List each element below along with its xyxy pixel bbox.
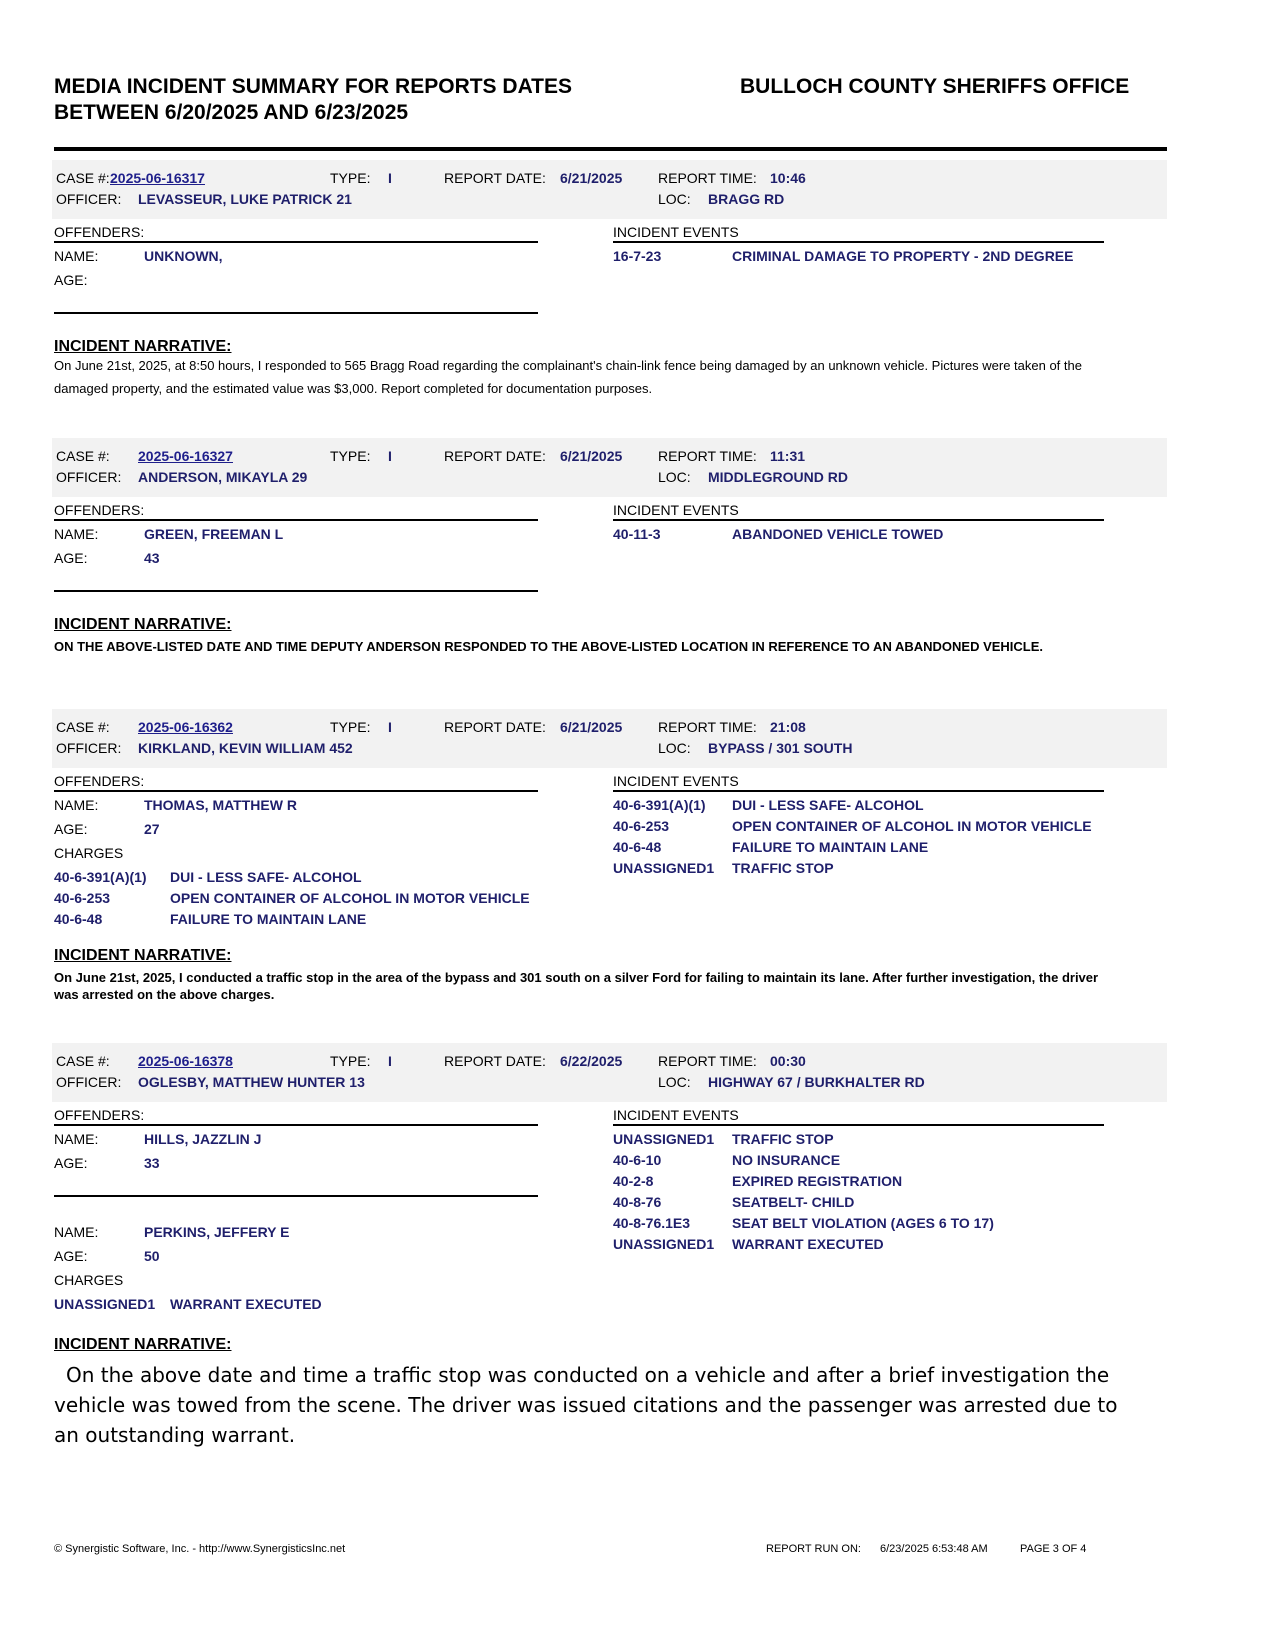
report-time-value: 21:08	[770, 719, 806, 735]
officer-value: LEVASSEUR, LUKE PATRICK 21	[138, 191, 352, 207]
case-header-band	[52, 438, 1167, 497]
offenders-rule	[54, 790, 538, 792]
offender-name: THOMAS, MATTHEW R	[144, 797, 297, 813]
age-label: AGE:	[54, 821, 88, 837]
case-number-link[interactable]: 2025-06-16378	[138, 1053, 233, 1069]
case-header-band	[52, 1043, 1167, 1102]
report-date-value: 6/21/2025	[560, 719, 623, 735]
case-label: CASE #:	[56, 1053, 110, 1069]
report-time-label: REPORT TIME:	[658, 170, 757, 186]
report-date-label: REPORT DATE:	[444, 1053, 546, 1069]
event-code: 40-6-253	[613, 818, 670, 834]
loc-label: LOC:	[658, 469, 691, 485]
footer-report-run-label: REPORT RUN ON:	[766, 1543, 861, 1555]
offenders-label: OFFENDERS:	[54, 224, 145, 240]
report-date-label: REPORT DATE:	[444, 170, 546, 186]
report-title-line1: MEDIA INCIDENT SUMMARY FOR REPORTS DATES	[54, 75, 573, 98]
event-desc: CRIMINAL DAMAGE TO PROPERTY - 2ND DEGREE	[732, 248, 1074, 264]
offender-end-rule	[54, 1195, 538, 1197]
offender-end-rule	[54, 590, 538, 592]
footer-page-number: PAGE 3 OF 4	[1020, 1543, 1087, 1555]
report-time-value: 10:46	[770, 170, 806, 186]
loc-value: BYPASS / 301 SOUTH	[708, 740, 853, 756]
event-code: 40-6-10	[613, 1152, 662, 1168]
narrative-heading: INCIDENT NARRATIVE:	[54, 1336, 232, 1353]
case-label: CASE #:	[56, 170, 110, 186]
offenders-label: OFFENDERS:	[54, 1107, 145, 1123]
offender-end-rule	[54, 312, 538, 314]
type-label: TYPE:	[330, 448, 371, 464]
report-date-value: 6/22/2025	[560, 1053, 623, 1069]
name-label: NAME:	[54, 1131, 99, 1147]
charge-desc: DUI - LESS SAFE- ALCOHOL	[170, 869, 362, 885]
charge-code: 40-6-48	[54, 911, 103, 927]
event-desc: SEAT BELT VIOLATION (AGES 6 TO 17)	[732, 1215, 994, 1231]
incident-events-label: INCIDENT EVENTS	[613, 773, 739, 789]
case-number-link[interactable]: 2025-06-16327	[138, 448, 233, 464]
header-rule	[54, 147, 1167, 151]
event-desc: TRAFFIC STOP	[732, 1131, 834, 1147]
event-desc: ABANDONED VEHICLE TOWED	[732, 526, 944, 542]
events-rule	[613, 790, 1104, 792]
loc-value: BRAGG RD	[708, 191, 785, 207]
event-desc: FAILURE TO MAINTAIN LANE	[732, 839, 929, 855]
case-label: CASE #:	[56, 719, 110, 735]
narrative-heading: INCIDENT NARRATIVE:	[54, 947, 232, 964]
events-rule	[613, 241, 1104, 243]
report-date-label: REPORT DATE:	[444, 448, 546, 464]
incident-events-label: INCIDENT EVENTS	[613, 224, 739, 240]
event-desc: SEATBELT- CHILD	[732, 1194, 855, 1210]
report-time-value: 00:30	[770, 1053, 806, 1069]
offenders-label: OFFENDERS:	[54, 502, 145, 518]
events-rule	[613, 519, 1104, 521]
offenders-rule	[54, 519, 538, 521]
officer-value: ANDERSON, MIKAYLA 29	[138, 469, 308, 485]
event-desc: EXPIRED REGISTRATION	[732, 1173, 903, 1189]
events-rule	[613, 1124, 1104, 1126]
event-desc: DUI - LESS SAFE- ALCOHOL	[732, 797, 924, 813]
offenders-label: OFFENDERS:	[54, 773, 145, 789]
type-value: I	[388, 719, 392, 735]
narrative-text: On the above date and time a traffic stop was conducted on a vehicle and after a brief investigation the vehicle was towed from the scene. The driver was issued citations and the passenger was arrested due to an outstanding warrant.	[54, 1363, 1118, 1447]
report-title-line2: BETWEEN 6/20/2025 AND 6/23/2025	[54, 101, 409, 124]
event-code: 16-7-23	[613, 248, 662, 264]
type-label: TYPE:	[330, 170, 371, 186]
charge-code: 40-6-253	[54, 890, 111, 906]
case-header-band	[52, 709, 1167, 768]
footer-report-run-value: 6/23/2025 6:53:48 AM	[880, 1543, 988, 1555]
event-code: 40-11-3	[613, 526, 661, 542]
offender-name: GREEN, FREEMAN L	[144, 526, 284, 542]
charge-desc: WARRANT EXECUTED	[170, 1296, 322, 1312]
loc-label: LOC:	[658, 1074, 691, 1090]
case-number-link[interactable]: 2025-06-16362	[138, 719, 233, 735]
event-code: UNASSIGNED1	[613, 860, 715, 876]
offender-age: 50	[144, 1248, 160, 1264]
event-code: UNASSIGNED1	[613, 1131, 715, 1147]
offender-age: 27	[144, 821, 160, 837]
officer-value: OGLESBY, MATTHEW HUNTER 13	[138, 1074, 365, 1090]
type-value: I	[388, 448, 392, 464]
event-code: 40-6-391(A)(1)	[613, 797, 706, 813]
charges-label: CHARGES	[54, 1272, 124, 1288]
footer-copyright: © Synergistic Software, Inc. - http://www.SynergisticsInc.net	[54, 1543, 346, 1555]
case-number-link[interactable]: 2025-06-16317	[110, 170, 205, 186]
report-time-value: 11:31	[770, 448, 806, 464]
name-label: NAME:	[54, 248, 99, 264]
type-value: I	[388, 170, 392, 186]
event-desc: OPEN CONTAINER OF ALCOHOL IN MOTOR VEHICLE	[732, 818, 1092, 834]
type-label: TYPE:	[330, 1053, 371, 1069]
event-code: UNASSIGNED1	[613, 1236, 715, 1252]
event-desc: TRAFFIC STOP	[732, 860, 834, 876]
report-date-value: 6/21/2025	[560, 170, 623, 186]
offenders-rule	[54, 241, 538, 243]
officer-label: OFFICER:	[56, 469, 122, 485]
report-time-label: REPORT TIME:	[658, 719, 757, 735]
age-label: AGE:	[54, 272, 88, 288]
event-desc: WARRANT EXECUTED	[732, 1236, 884, 1252]
narrative-heading: INCIDENT NARRATIVE:	[54, 616, 232, 633]
charge-code: 40-6-391(A)(1)	[54, 869, 147, 885]
officer-label: OFFICER:	[56, 1074, 122, 1090]
officer-label: OFFICER:	[56, 740, 122, 756]
officer-label: OFFICER:	[56, 191, 122, 207]
event-code: 40-8-76.1E3	[613, 1215, 691, 1231]
loc-value: HIGHWAY 67 / BURKHALTER RD	[708, 1074, 925, 1090]
age-label: AGE:	[54, 1155, 88, 1171]
charge-code: UNASSIGNED1	[54, 1296, 156, 1312]
agency-name: BULLOCH COUNTY SHERIFFS OFFICE	[740, 75, 1130, 98]
type-label: TYPE:	[330, 719, 371, 735]
offender-age: 33	[144, 1155, 160, 1171]
offender-name: HILLS, JAZZLIN J	[144, 1131, 262, 1147]
charge-desc: OPEN CONTAINER OF ALCOHOL IN MOTOR VEHICLE	[170, 890, 530, 906]
charge-desc: FAILURE TO MAINTAIN LANE	[170, 911, 367, 927]
event-code: 40-6-48	[613, 839, 662, 855]
report-date-value: 6/21/2025	[560, 448, 623, 464]
officer-value: KIRKLAND, KEVIN WILLIAM 452	[138, 740, 353, 756]
offender-name: PERKINS, JEFFERY E	[144, 1224, 290, 1240]
offenders-rule	[54, 1124, 538, 1126]
name-label: NAME:	[54, 797, 99, 813]
name-label: NAME:	[54, 1224, 99, 1240]
report-time-label: REPORT TIME:	[658, 448, 757, 464]
loc-label: LOC:	[658, 191, 691, 207]
charges-label: CHARGES	[54, 845, 124, 861]
offender-age: 43	[144, 550, 160, 566]
narrative-text: On June 21st, 2025, I conducted a traffic stop in the area of the bypass and 301 south on a silver Ford for failing to maintain its lane. After further investigation, the driver was arrested on the above charges.	[54, 970, 1099, 1002]
report-date-label: REPORT DATE:	[444, 719, 546, 735]
case-header-band	[52, 160, 1167, 219]
event-code: 40-2-8	[613, 1173, 654, 1189]
narrative-heading: INCIDENT NARRATIVE:	[54, 338, 232, 355]
case-label: CASE #:	[56, 448, 110, 464]
event-code: 40-8-76	[613, 1194, 662, 1210]
loc-value: MIDDLEGROUND RD	[708, 469, 848, 485]
incident-events-label: INCIDENT EVENTS	[613, 502, 739, 518]
narrative-text: On June 21st, 2025, at 8:50 hours, I responded to 565 Bragg Road regarding the complainant's chain-link fence being damaged by an unknown vehicle. Pictures were taken of the damaged property, and the estimated value was $3,000. Report completed for documentation purposes.	[54, 358, 1082, 396]
report-time-label: REPORT TIME:	[658, 1053, 757, 1069]
event-desc: NO INSURANCE	[732, 1152, 841, 1168]
type-value: I	[388, 1053, 392, 1069]
narrative-text: ON THE ABOVE-LISTED DATE AND TIME DEPUTY ANDERSON RESPONDED TO THE ABOVE-LISTED LOCATION IN REFERENCE TO AN ABANDONED VEHICLE.	[54, 639, 1044, 654]
age-label: AGE:	[54, 1248, 88, 1264]
name-label: NAME:	[54, 526, 99, 542]
age-label: AGE:	[54, 550, 88, 566]
loc-label: LOC:	[658, 740, 691, 756]
incident-events-label: INCIDENT EVENTS	[613, 1107, 739, 1123]
offender-name: UNKNOWN,	[144, 248, 223, 264]
